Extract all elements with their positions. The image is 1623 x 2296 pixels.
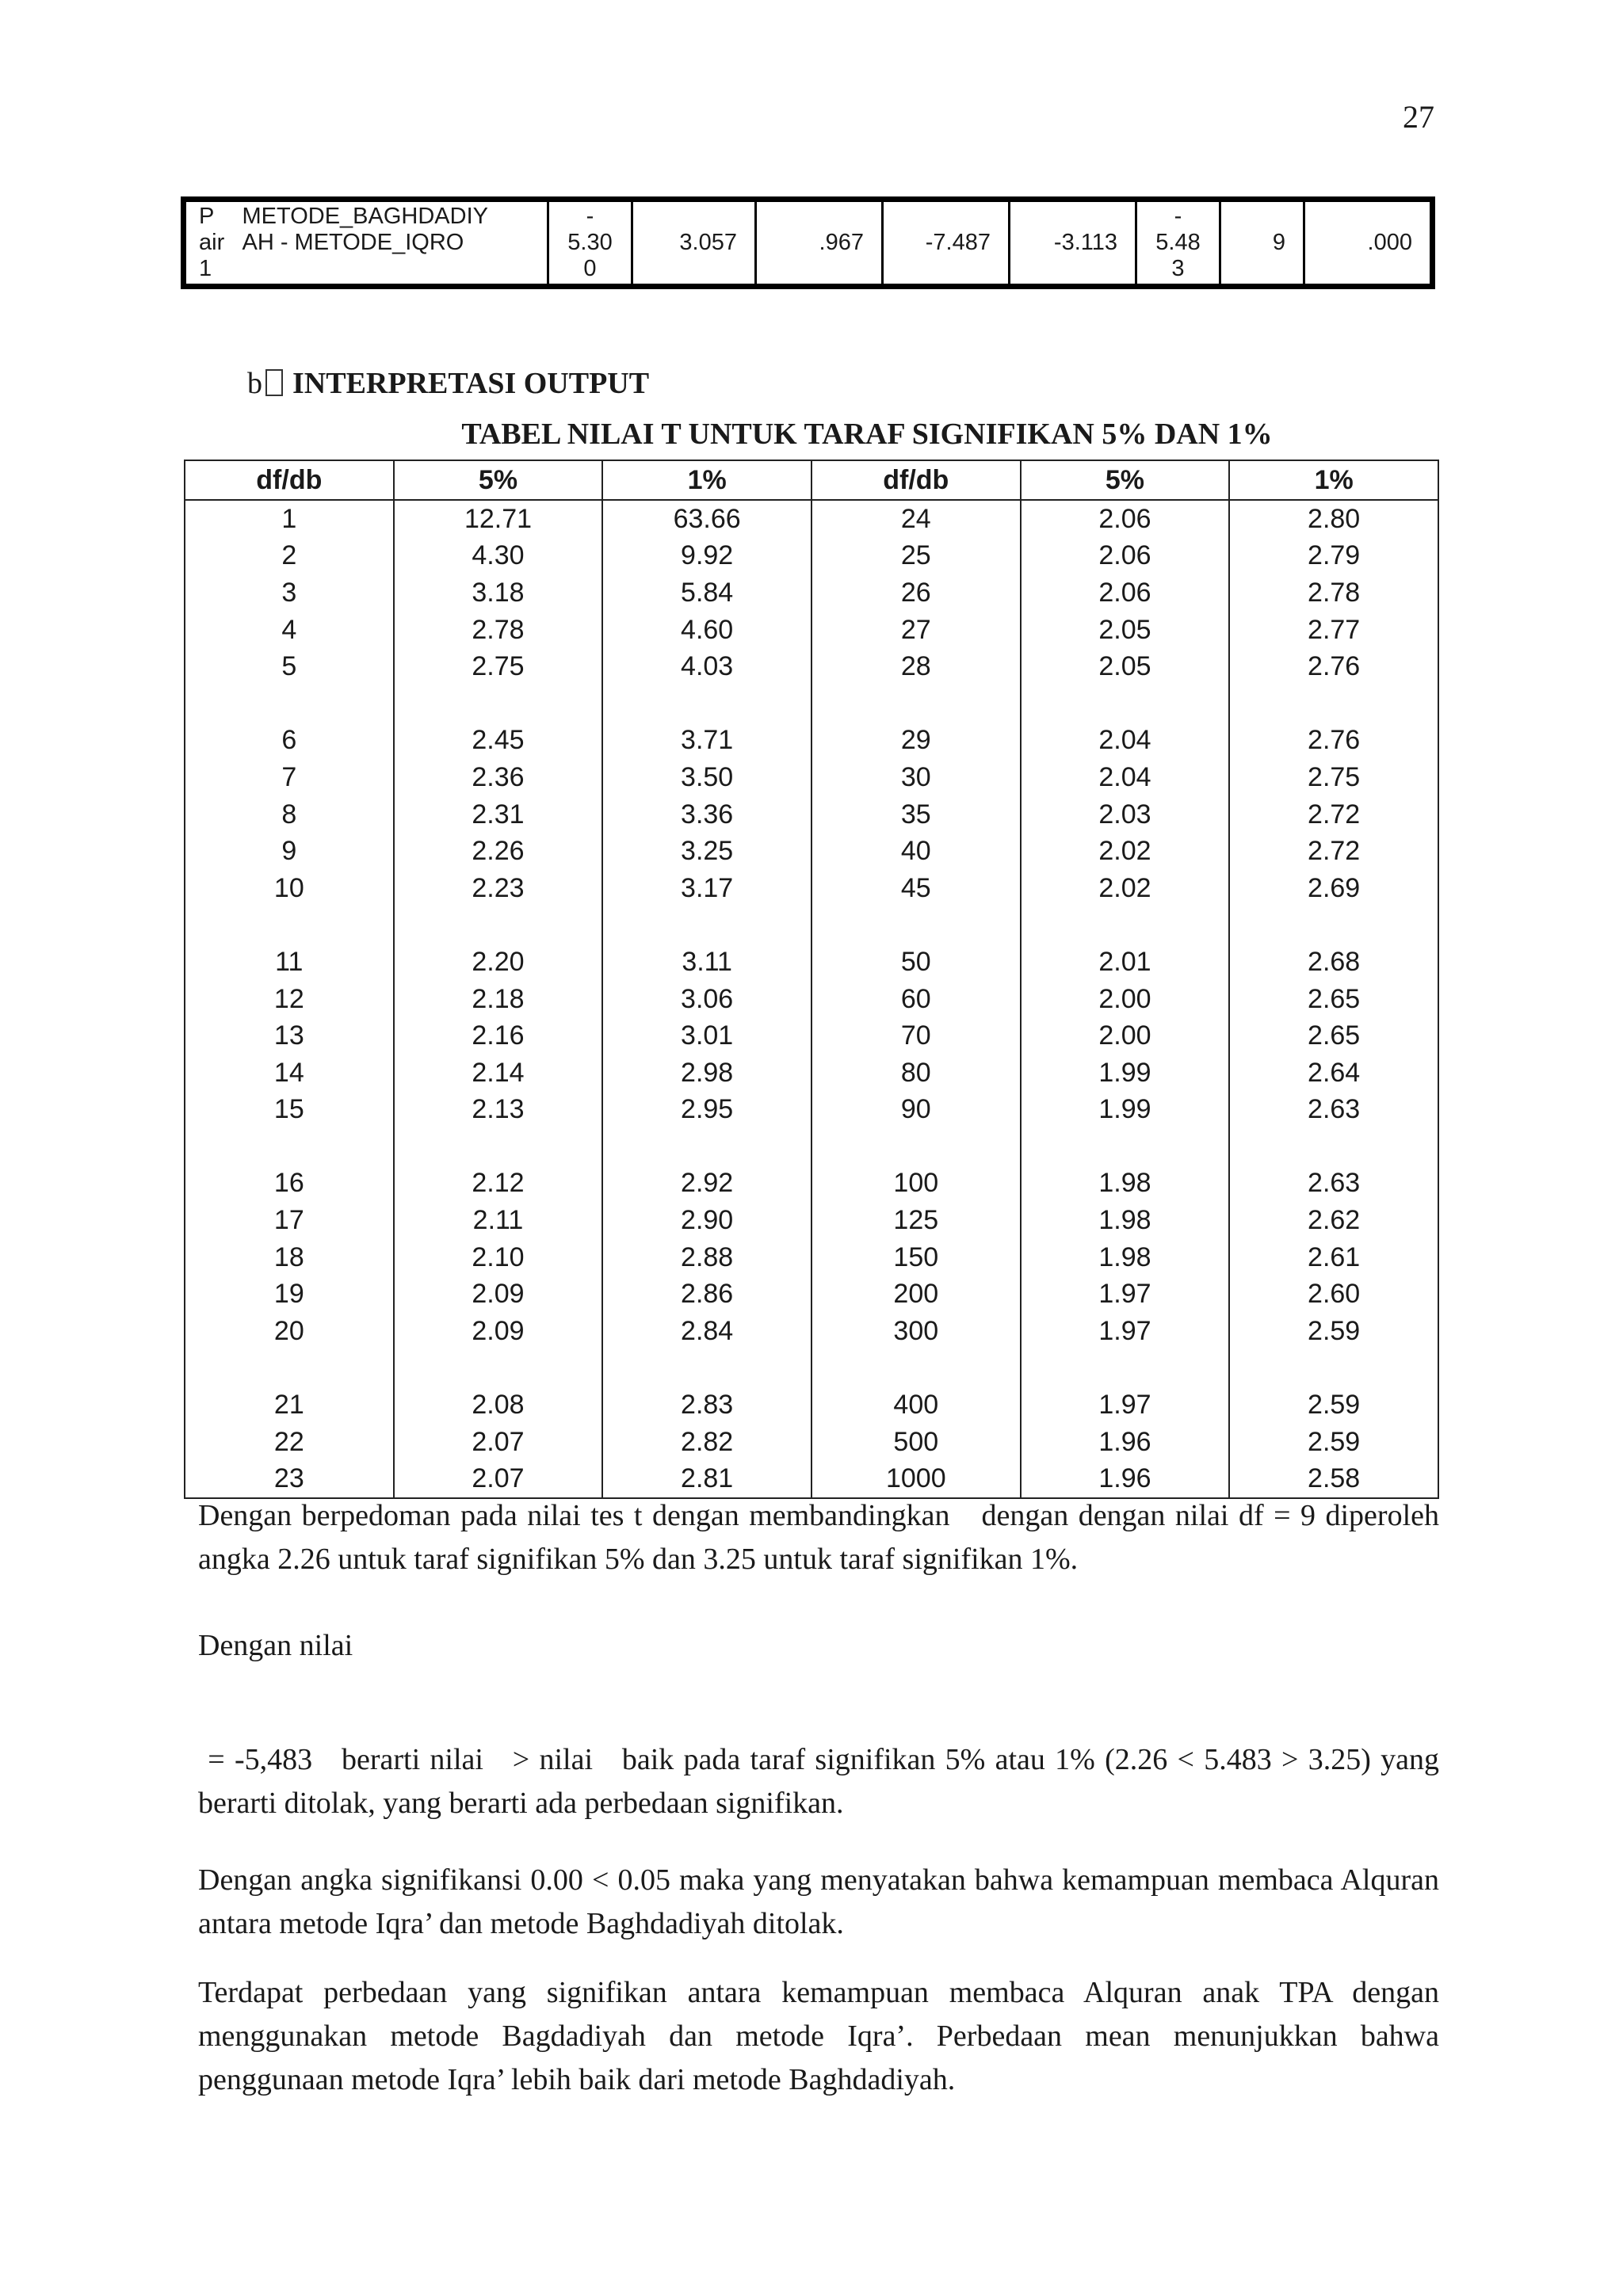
t-table-header-row	[185, 460, 1438, 500]
table-cell: 500	[812, 1424, 1021, 1461]
table-cell: 3.01	[602, 1017, 812, 1055]
table-cell: 9	[185, 833, 394, 870]
table-row	[185, 1460, 1438, 1498]
table-row	[185, 1276, 1438, 1313]
mean-line: -	[586, 204, 594, 229]
table-cell: 3.36	[602, 796, 812, 833]
std-deviation-cell: 3.057	[632, 200, 756, 287]
mean-cell	[548, 200, 632, 287]
table-cell: 2.04	[1021, 759, 1230, 796]
table-cell: 1.97	[1021, 1276, 1230, 1313]
table-cell: 3.71	[602, 723, 812, 760]
mean-line: 0	[583, 256, 597, 281]
table-cell: 2.63	[1229, 1165, 1438, 1203]
ci-lower-cell: -7.487	[883, 200, 1010, 287]
table-cell: 2.09	[394, 1276, 603, 1313]
table-cell: 45	[812, 870, 1021, 907]
spacer-cell	[1229, 907, 1438, 944]
table-row	[185, 1017, 1438, 1055]
spacer-cell	[185, 685, 394, 723]
paragraph-comparison-part2: dengan dengan nilai df = 9 diperoleh angka 2.26 untuk taraf signifikan 5% dan 3.25 untuk taraf signifikan 1%.	[198, 1499, 1440, 1576]
table-cell: 2.05	[1021, 648, 1230, 685]
table-cell: 100	[812, 1165, 1021, 1203]
table-cell: 2.06	[1021, 574, 1230, 612]
table-row	[185, 612, 1438, 649]
table-cell: 2.16	[394, 1017, 603, 1055]
spacer-cell	[185, 1350, 394, 1387]
t-value-table	[184, 460, 1439, 1499]
table-cell: 3.17	[602, 870, 812, 907]
table-cell: 2.61	[1229, 1239, 1438, 1276]
table-cell: 15	[185, 1092, 394, 1129]
table-cell: 2.00	[1021, 1017, 1230, 1055]
table-cell: 2.82	[602, 1424, 812, 1461]
table-row	[185, 1386, 1438, 1424]
pair-label-line: air	[199, 230, 225, 255]
table-cell: 2.78	[394, 612, 603, 649]
group-spacer-row	[185, 1350, 1438, 1387]
table-cell: 20	[185, 1313, 394, 1350]
col-header: 5%	[394, 460, 603, 500]
table-cell: 16	[185, 1165, 394, 1203]
table-cell: 12.71	[394, 500, 603, 538]
table-cell: 80	[812, 1055, 1021, 1092]
table-cell: 12	[185, 981, 394, 1018]
table-cell: 2.07	[394, 1460, 603, 1498]
table-row	[185, 1313, 1438, 1350]
pair-label-line: 1	[199, 256, 212, 281]
table-cell: 2.10	[394, 1239, 603, 1276]
group-spacer-row	[185, 907, 1438, 944]
section-prefix: b	[247, 367, 262, 400]
table-row	[185, 1202, 1438, 1239]
table-cell: 2.63	[1229, 1092, 1438, 1129]
table-cell: 5.84	[602, 574, 812, 612]
pair-label-line: P	[199, 204, 215, 229]
t-line: 5.48	[1155, 230, 1201, 255]
table-cell: 60	[812, 981, 1021, 1018]
table-cell: 2.75	[1229, 759, 1438, 796]
table-cell: 2.81	[602, 1460, 812, 1498]
table-cell: 2.68	[1229, 944, 1438, 981]
table-row	[185, 538, 1438, 575]
table-cell: 2.60	[1229, 1276, 1438, 1313]
table-cell: 24	[812, 500, 1021, 538]
table-cell: 2.14	[394, 1055, 603, 1092]
table-cell: 3.11	[602, 944, 812, 981]
paragraph-comparison	[198, 1494, 1439, 1581]
table-cell: 4	[185, 612, 394, 649]
table-cell: 1000	[812, 1460, 1021, 1498]
table-row	[185, 574, 1438, 612]
table-cell: 8	[185, 796, 394, 833]
spacer-cell	[185, 907, 394, 944]
spacer-cell	[1229, 1128, 1438, 1165]
table-cell: 2.08	[394, 1386, 603, 1424]
col-header: df/db	[185, 460, 394, 500]
table-cell: 2.20	[394, 944, 603, 981]
spacer-cell	[602, 1128, 812, 1165]
table-cell: 3.06	[602, 981, 812, 1018]
spacer-cell	[812, 685, 1021, 723]
table-cell: 2.36	[394, 759, 603, 796]
paragraph-conclusion: Terdapat perbedaan yang signifikan antara kemampuan membaca Alquran anak TPA dengan menggunakan metode Bagdadiyah dan metode Iqra’. Perbedaan mean menunjukkan bahwa penggunaan metode Iqra’ lebih baik dari metode Baghdadiyah.	[198, 1976, 1439, 2096]
group-spacer-row	[185, 685, 1438, 723]
table-row	[185, 981, 1438, 1018]
table-cell: 2.90	[602, 1202, 812, 1239]
table-row	[185, 500, 1438, 538]
table-title: TABEL NILAI T UNTUK TARAF SIGNIFIKAN 5% DAN 1%	[461, 418, 1273, 451]
table-cell: 1.98	[1021, 1165, 1230, 1203]
col-header: df/db	[812, 460, 1021, 500]
table-cell: 1.97	[1021, 1313, 1230, 1350]
table-cell: 1.97	[1021, 1386, 1230, 1424]
spacer-cell	[1229, 685, 1438, 723]
table-cell: 2.45	[394, 723, 603, 760]
t-cell	[1136, 200, 1220, 287]
spacer-cell	[602, 1350, 812, 1387]
table-cell: 4.03	[602, 648, 812, 685]
table-cell: 4.30	[394, 538, 603, 575]
table-cell: 2.69	[1229, 870, 1438, 907]
table-cell: 3.50	[602, 759, 812, 796]
table-row	[185, 1165, 1438, 1203]
table-cell: 2.01	[1021, 944, 1230, 981]
table-cell: 90	[812, 1092, 1021, 1129]
table-cell: 400	[812, 1386, 1021, 1424]
table-cell: 70	[812, 1017, 1021, 1055]
table-cell: 2.75	[394, 648, 603, 685]
table-cell: 1.98	[1021, 1202, 1230, 1239]
table-cell: 2.04	[1021, 723, 1230, 760]
t-line: -	[1174, 204, 1182, 229]
pair-variables-line: AH - METODE_IQRO	[242, 230, 464, 255]
table-row	[185, 1424, 1438, 1461]
table-cell: 2.88	[602, 1239, 812, 1276]
table-cell: 35	[812, 796, 1021, 833]
spacer-cell	[602, 685, 812, 723]
table-cell: 3	[185, 574, 394, 612]
table-cell: 26	[812, 574, 1021, 612]
table-cell: 125	[812, 1202, 1021, 1239]
paired-samples-test-row	[181, 196, 1435, 289]
table-cell: 22	[185, 1424, 394, 1461]
table-cell: 2.02	[1021, 870, 1230, 907]
table-cell: 2.58	[1229, 1460, 1438, 1498]
spacer-cell	[394, 907, 603, 944]
table-row	[185, 1239, 1438, 1276]
table-cell: 11	[185, 944, 394, 981]
table-cell: 2.65	[1229, 1017, 1438, 1055]
table-cell: 1.96	[1021, 1460, 1230, 1498]
table-cell: 50	[812, 944, 1021, 981]
table-cell: 2.59	[1229, 1386, 1438, 1424]
col-header: 5%	[1021, 460, 1230, 500]
table-cell: 1.98	[1021, 1239, 1230, 1276]
table-cell: 4.60	[602, 612, 812, 649]
table-cell: 2.78	[1229, 574, 1438, 612]
table-cell: 18	[185, 1239, 394, 1276]
spacer-cell	[394, 1350, 603, 1387]
table-cell: 30	[812, 759, 1021, 796]
table-cell: 1.99	[1021, 1055, 1230, 1092]
table-cell: 25	[812, 538, 1021, 575]
table-cell: 2.64	[1229, 1055, 1438, 1092]
spacer-cell	[1021, 907, 1230, 944]
table-cell: 2.76	[1229, 723, 1438, 760]
table-cell: 2.76	[1229, 648, 1438, 685]
table-cell: 6	[185, 723, 394, 760]
table-row	[185, 723, 1438, 760]
table-row	[185, 759, 1438, 796]
table-cell: 2.92	[602, 1165, 812, 1203]
table-cell: 63.66	[602, 500, 812, 538]
table-cell: 2.80	[1229, 500, 1438, 538]
table-cell: 2.06	[1021, 538, 1230, 575]
pair-variables	[239, 200, 548, 287]
spacer-cell	[812, 1350, 1021, 1387]
table-cell: 2.95	[602, 1092, 812, 1129]
table-cell: 2.12	[394, 1165, 603, 1203]
paragraph-t-result: = -5,483 berarti nilai > nilai baik pada taraf signifikan 5% atau 1% (2.26 < 5.483 > 3.25) yang berarti ditolak, yang berarti ada perbedaan signifikan.	[198, 1743, 1447, 1820]
table-cell: 2.59	[1229, 1313, 1438, 1350]
table-row	[185, 833, 1438, 870]
page-number: 27	[1403, 99, 1434, 135]
table-cell: 23	[185, 1460, 394, 1498]
table-row	[185, 648, 1438, 685]
spacer-cell	[394, 685, 603, 723]
paired-row	[184, 200, 1433, 287]
table-cell: 2.65	[1229, 981, 1438, 1018]
paragraph-comparison-part1: Dengan berpedoman pada nilai tes t dengan membandingkan	[198, 1499, 950, 1532]
group-spacer-row	[185, 1128, 1438, 1165]
table-cell: 2.09	[394, 1313, 603, 1350]
ci-upper-cell: -3.113	[1010, 200, 1136, 287]
table-cell: 2.83	[602, 1386, 812, 1424]
table-cell: 2.23	[394, 870, 603, 907]
spacer-cell	[812, 1128, 1021, 1165]
table-cell: 2.77	[1229, 612, 1438, 649]
table-cell: 14	[185, 1055, 394, 1092]
table-cell: 27	[812, 612, 1021, 649]
table-cell: 13	[185, 1017, 394, 1055]
table-cell: 3.25	[602, 833, 812, 870]
table-cell: 19	[185, 1276, 394, 1313]
col-header: 1%	[1229, 460, 1438, 500]
table-cell: 1.96	[1021, 1424, 1230, 1461]
pair-variables-line: METODE_BAGHDADIY	[242, 204, 488, 229]
spacer-cell	[1021, 1128, 1230, 1165]
table-cell: 2	[185, 538, 394, 575]
pair-label	[184, 200, 239, 287]
table-cell: 2.13	[394, 1092, 603, 1129]
spacer-cell	[394, 1128, 603, 1165]
table-cell: 2.02	[1021, 833, 1230, 870]
table-cell: 300	[812, 1313, 1021, 1350]
spacer-cell	[1021, 1350, 1230, 1387]
table-cell: 2.05	[1021, 612, 1230, 649]
table-cell: 28	[812, 648, 1021, 685]
table-cell: 2.06	[1021, 500, 1230, 538]
table-cell: 21	[185, 1386, 394, 1424]
table-cell: 2.31	[394, 796, 603, 833]
table-row	[185, 944, 1438, 981]
table-cell: 17	[185, 1202, 394, 1239]
table-cell: 2.59	[1229, 1424, 1438, 1461]
mean-line: 5.30	[567, 230, 613, 255]
paragraph-significance: Dengan angka signifikansi 0.00 < 0.05 maka yang menyatakan bahwa kemampuan membaca Alquran antara metode Iqra’ dan metode Baghdadiyah ditolak.	[198, 1863, 1439, 1940]
t-table-body	[185, 500, 1438, 1498]
missing-glyph-box	[265, 369, 283, 396]
table-cell: 40	[812, 833, 1021, 870]
table-cell: 10	[185, 870, 394, 907]
table-cell: 29	[812, 723, 1021, 760]
t-line: 3	[1171, 256, 1185, 281]
std-error-cell: .967	[756, 200, 883, 287]
table-cell: 2.98	[602, 1055, 812, 1092]
table-cell: 2.11	[394, 1202, 603, 1239]
table-row	[185, 796, 1438, 833]
table-cell: 2.18	[394, 981, 603, 1018]
table-cell: 1	[185, 500, 394, 538]
table-row	[185, 1055, 1438, 1092]
spacer-cell	[602, 907, 812, 944]
df-cell: 9	[1220, 200, 1304, 287]
table-cell: 200	[812, 1276, 1021, 1313]
table-cell: 2.72	[1229, 833, 1438, 870]
table-cell: 2.84	[602, 1313, 812, 1350]
table-cell: 2.72	[1229, 796, 1438, 833]
table-cell: 2.79	[1229, 538, 1438, 575]
spacer-cell	[812, 907, 1021, 944]
table-cell: 2.07	[394, 1424, 603, 1461]
table-cell: 3.18	[394, 574, 603, 612]
table-row	[185, 870, 1438, 907]
table-cell: 1.99	[1021, 1092, 1230, 1129]
table-cell: 2.00	[1021, 981, 1230, 1018]
section-heading-text: INTERPRETASI OUTPUT	[292, 367, 650, 400]
section-heading	[247, 366, 649, 401]
sig-cell: .000	[1304, 200, 1433, 287]
table-cell: 150	[812, 1239, 1021, 1276]
table-cell: 9.92	[602, 538, 812, 575]
spacer-cell	[1021, 685, 1230, 723]
paragraph-value-intro: Dengan nilai	[198, 1629, 353, 1662]
spacer-cell	[1229, 1350, 1438, 1387]
table-cell: 2.03	[1021, 796, 1230, 833]
table-cell: 2.26	[394, 833, 603, 870]
table-cell: 2.86	[602, 1276, 812, 1313]
spacer-cell	[185, 1128, 394, 1165]
col-header: 1%	[602, 460, 812, 500]
table-cell: 5	[185, 648, 394, 685]
table-cell: 7	[185, 759, 394, 796]
table-cell: 2.62	[1229, 1202, 1438, 1239]
table-row	[185, 1092, 1438, 1129]
